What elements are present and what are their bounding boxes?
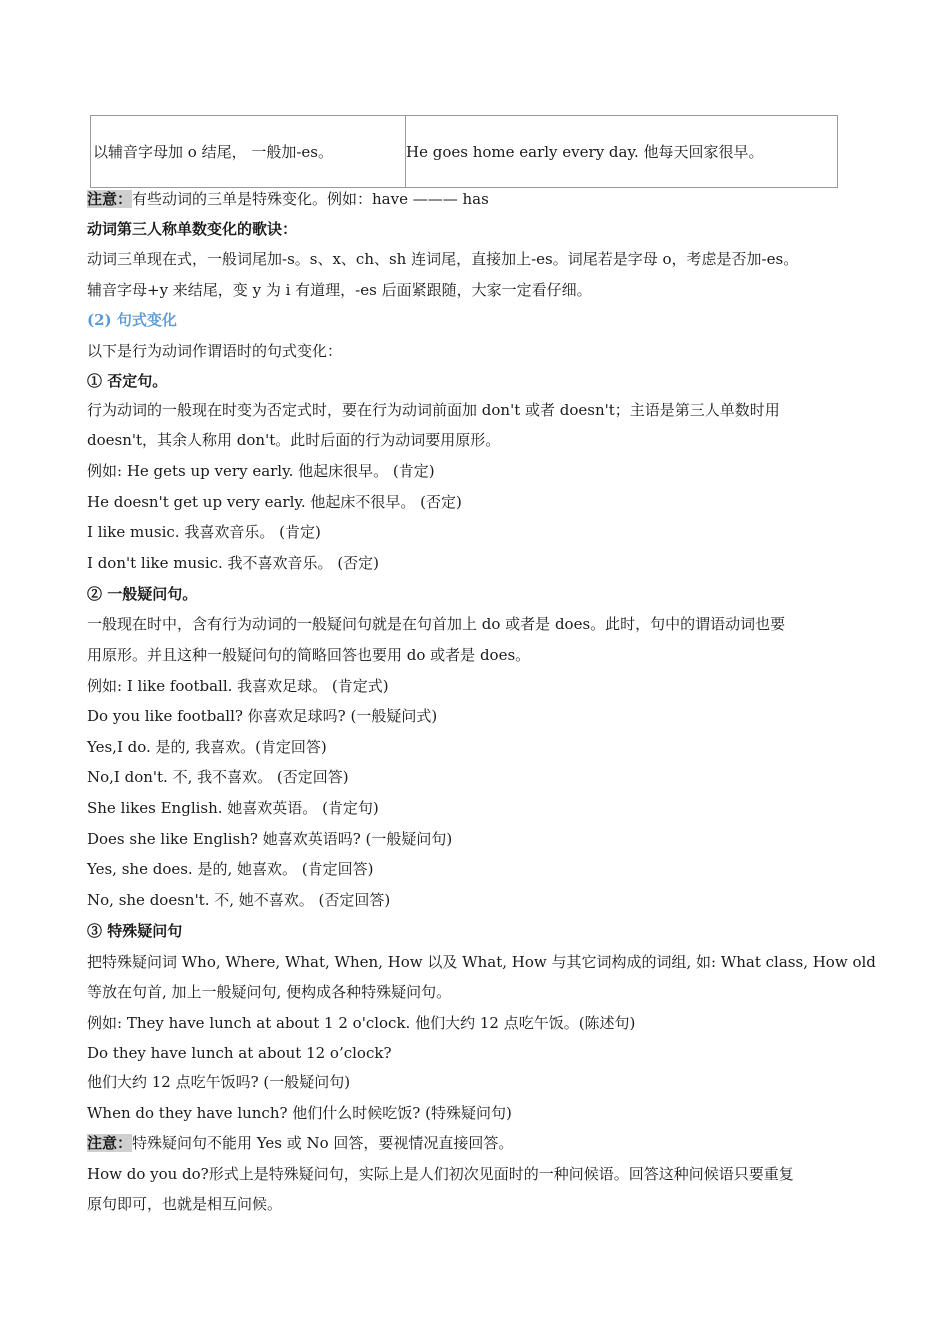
subheading-general-question: ② 一般疑问句。	[87, 585, 198, 603]
example-line: He doesn't get up very early. 他起床不很早。 (否定)	[87, 493, 462, 511]
example-line: 例如: I like football. 我喜欢足球。 (肯定式)	[87, 677, 389, 695]
table-example-cell: He goes home early every day. 他每天回家很早。	[406, 142, 764, 161]
section-intro: 以下是行为动词作谓语时的句式变化：	[87, 342, 343, 360]
note-paragraph	[87, 1133, 513, 1155]
example-line: No,I don't. 不, 我不喜欢。 (否定回答)	[87, 768, 349, 786]
example-line: No, she doesn't. 不, 她不喜欢。 (否定回答)	[87, 891, 391, 909]
rhyme-line: 动词三单现在式，一般词尾加-s。s、x、ch、sh 连词尾，直接加上-es。词尾若是字母 o，考虑是否加-es。	[87, 250, 799, 268]
rhyme-line: 辅音字母+y 来结尾，变 y 为 i 有道理，-es 后面紧跟随，大家一定看仔细。	[87, 281, 592, 299]
example-line: 例如: They have lunch at about 1 2 o'clock. 他们大约 12 点吃午饭。(陈述句)	[87, 1014, 636, 1032]
paragraph-line: 把特殊疑问词 Who, Where, What, When, How 以及 What, How 与其它词构成的词组, 如: What class, How old	[87, 953, 876, 971]
paragraph-line: 原句即可，也就是相互问候。	[87, 1195, 283, 1213]
paragraph-line: How do you do?形式上是特殊疑问句，实际上是人们初次见面时的一种问候语。回答这种问候语只要重复	[87, 1165, 794, 1183]
note-label: 注意：	[87, 1134, 133, 1152]
section-heading: (2) 句式变化	[87, 311, 177, 329]
table-rule-cell: 以辅音字母加 o 结尾， 一般加-es。	[91, 116, 406, 187]
subheading-special-question: ③ 特殊疑问句	[87, 922, 183, 940]
example-line: 他们大约 12 点吃午饭吗? (一般疑问句)	[87, 1073, 351, 1091]
note-text: 特殊疑问句不能用 Yes 或 No 回答，要视情况直接回答。	[132, 1134, 514, 1152]
example-line: Yes, she does. 是的, 她喜欢。 (肯定回答)	[87, 860, 374, 878]
paragraph-line: 用原形。并且这种一般疑问句的简略回答也要用 do 或者是 does。	[87, 646, 531, 664]
example-line: Does she like English? 她喜欢英语吗? (一般疑问句)	[87, 830, 453, 848]
example-line: Do you like football? 你喜欢足球吗? (一般疑问式)	[87, 707, 438, 725]
paragraph-line: 等放在句首, 加上一般疑问句, 便构成各种特殊疑问句。	[87, 983, 452, 1001]
note-paragraph	[87, 189, 489, 211]
example-line: 例如: He gets up very early. 他起床很早。 (肯定)	[87, 462, 435, 480]
example-line: Do they have lunch at about 12 o’clock?	[87, 1044, 392, 1062]
paragraph-line: 行为动词的一般现在时变为否定式时，要在行为动词前面加 don't 或者 doesn't；主语是第三人单数时用	[87, 401, 780, 419]
conjugation-table	[90, 115, 838, 188]
rhyme-title: 动词第三人称单数变化的歌诀：	[87, 220, 298, 238]
example-line: She likes English. 她喜欢英语。 (肯定句)	[87, 799, 379, 817]
note-label: 注意：	[87, 190, 133, 208]
example-line: When do they have lunch? 他们什么时候吃饭? (特殊疑问句)	[87, 1104, 512, 1122]
example-line: Yes,I do. 是的, 我喜欢。(肯定回答)	[87, 738, 327, 756]
example-line: I don't like music. 我不喜欢音乐。 (否定)	[87, 554, 380, 572]
paragraph-line: doesn't，其余人称用 don't。此时后面的行为动词要用原形。	[87, 431, 501, 449]
paragraph-line: 一般现在时中，含有行为动词的一般疑问句就是在句首加上 do 或者是 does。此时，句中的谓语动词也要	[87, 615, 786, 633]
note-text: 有些动词的三单是特殊变化。例如：have ——— has	[132, 190, 489, 208]
subheading-negative: ① 否定句。	[87, 372, 168, 390]
example-line: I like music. 我喜欢音乐。 (肯定)	[87, 523, 321, 541]
